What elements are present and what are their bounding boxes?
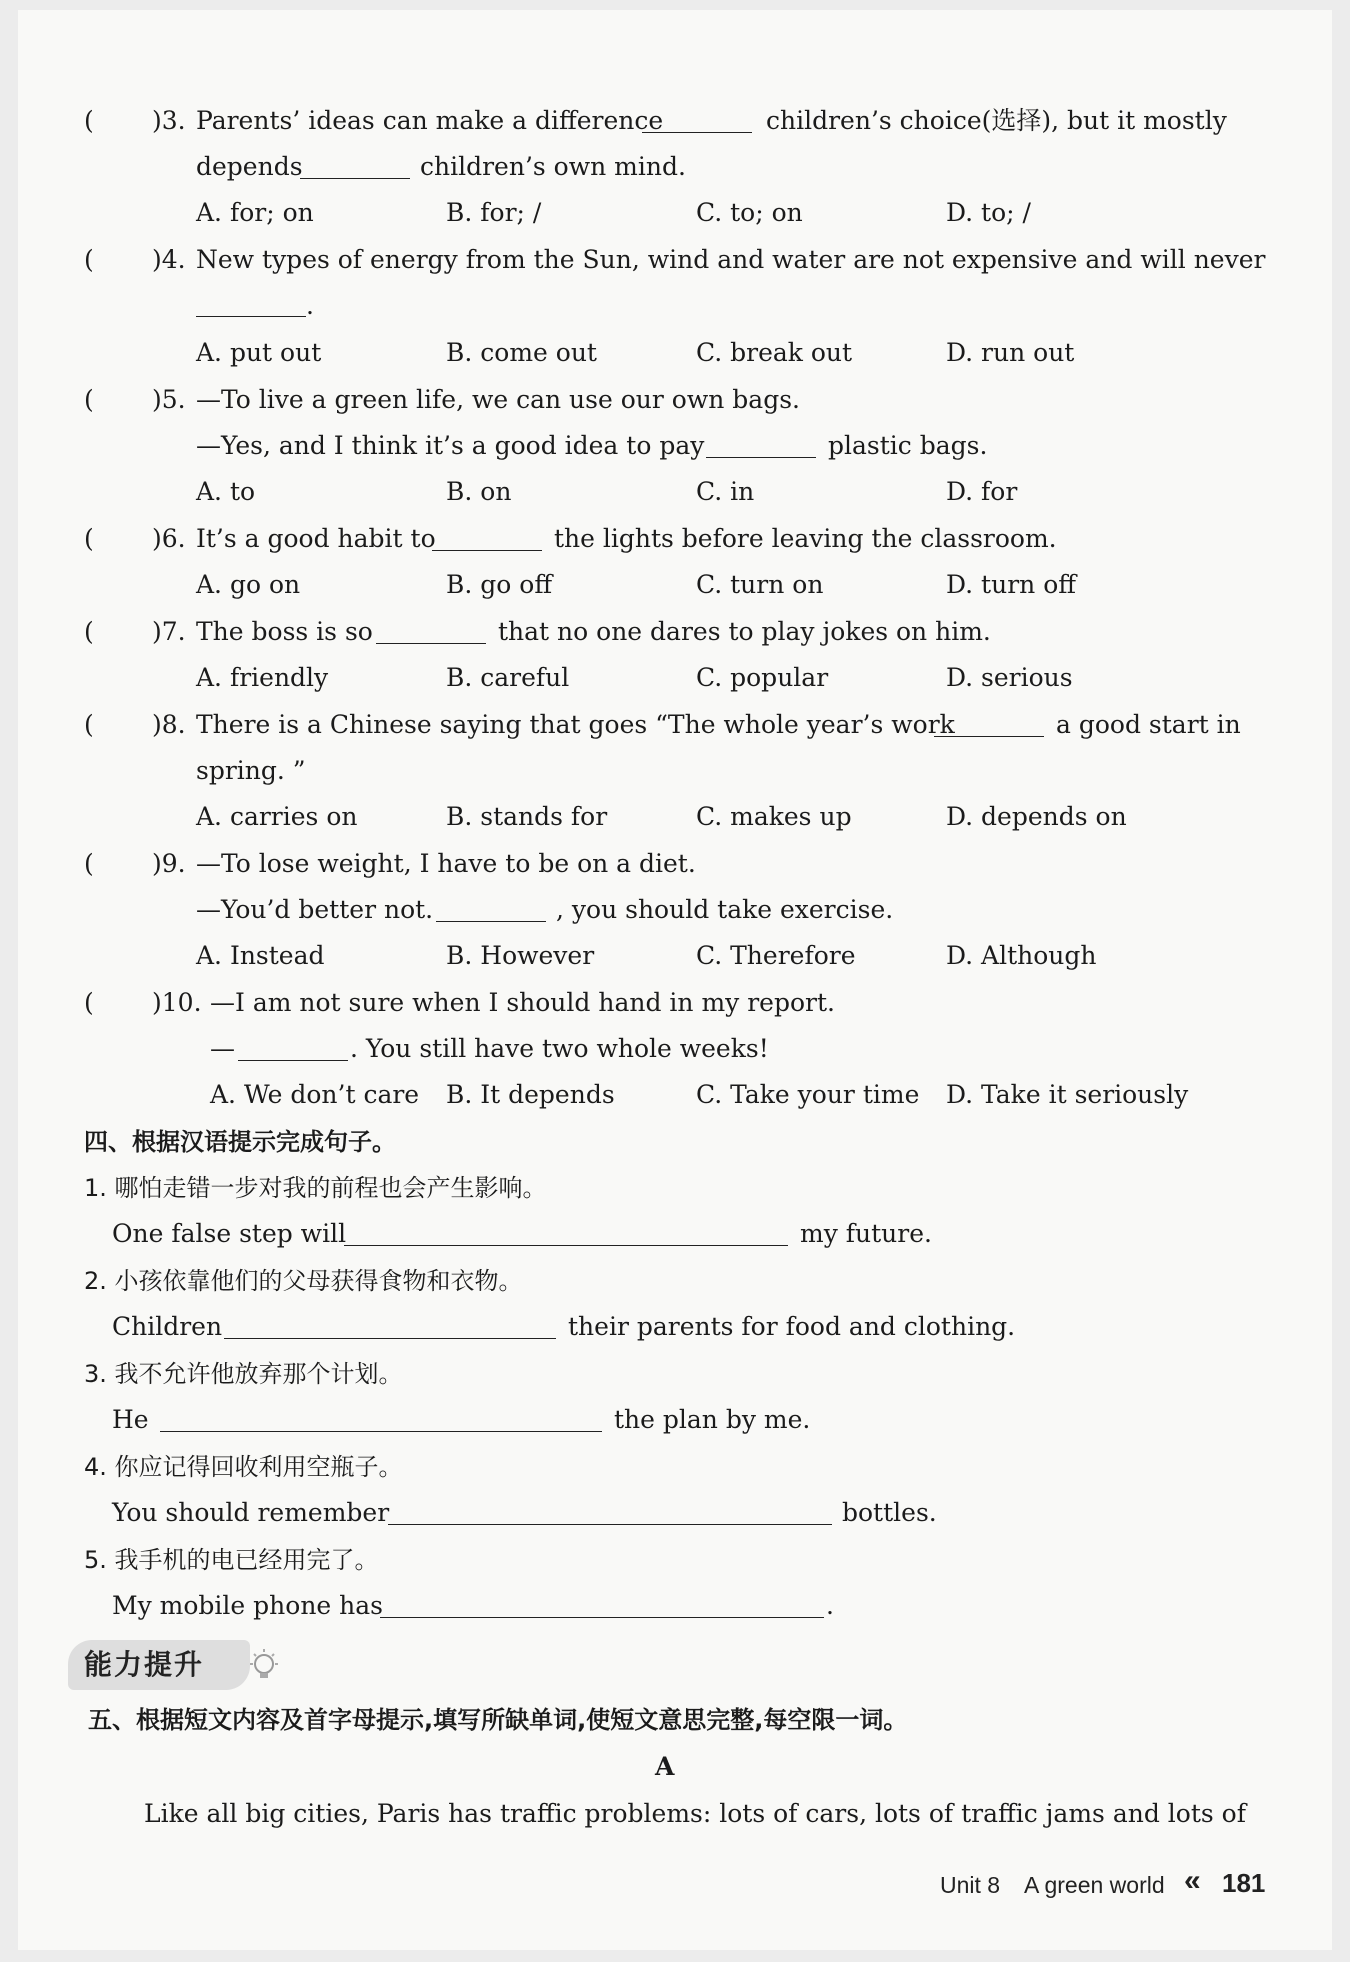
question-number: )4. [152, 245, 186, 274]
question-text: spring. ” [196, 756, 306, 785]
chinese-prompt: 1. 哪怕走错一步对我的前程也会产生影响。 [84, 1174, 547, 1202]
option-a: A. Instead [196, 941, 325, 970]
option-b: B. It depends [446, 1080, 615, 1109]
sentence-start: Children [112, 1312, 223, 1341]
question-text: —I am not sure when I should hand in my report. [210, 988, 835, 1017]
question-text: —You’d better not. [196, 895, 434, 924]
option-a: A. for; on [196, 198, 314, 227]
answer-paren: ( [84, 849, 94, 878]
answer-paren: ( [84, 245, 94, 274]
section-title: 五、根据短文内容及首字母提示,填写所缺单词,使短文意思完整,每空限一词。 [88, 1706, 908, 1734]
sentence-end: . [826, 1591, 834, 1620]
question-text: children’s own mind. [420, 152, 686, 181]
sentence-start: One false step will [112, 1219, 347, 1248]
unit-title: A green world [1024, 1872, 1165, 1898]
answer-paren: ( [84, 385, 94, 414]
sentence-start: My mobile phone has [112, 1591, 383, 1620]
question-number: )10. [152, 988, 202, 1017]
answer-blank[interactable] [388, 1498, 832, 1525]
question-text: , you should take exercise. [556, 895, 894, 924]
answer-blank[interactable] [376, 617, 486, 644]
question-text: . [306, 291, 314, 320]
question-text: —To lose weight, I have to be on a diet. [196, 849, 696, 878]
question-text: The boss is so [196, 617, 373, 646]
option-a: A. go on [196, 570, 301, 599]
lightbulb-icon [244, 1646, 284, 1686]
option-d: D. Take it seriously [946, 1080, 1189, 1109]
answer-blank[interactable] [706, 431, 816, 458]
question-text: —Yes, and I think it’s a good idea to pay [196, 431, 705, 460]
option-d: D. for [946, 477, 1018, 506]
sentence-start: You should remember [112, 1498, 390, 1527]
answer-blank[interactable] [642, 106, 752, 133]
chevron-left-icon: « [1184, 1864, 1201, 1897]
chinese-prompt: 4. 你应记得回收利用空瓶子。 [84, 1453, 403, 1481]
answer-blank[interactable] [380, 1591, 824, 1618]
option-d: D. to; / [946, 198, 1031, 227]
option-d: D. run out [946, 338, 1075, 367]
ability-badge-label: 能力提升 [84, 1648, 205, 1681]
option-d: D. Although [946, 941, 1097, 970]
option-c: C. Take your time [696, 1080, 920, 1109]
answer-blank[interactable] [160, 1405, 602, 1432]
question-number: )3. [152, 106, 186, 135]
option-b: B. careful [446, 663, 570, 692]
question-number: )8. [152, 710, 186, 739]
option-a: A. We don’t care [210, 1080, 420, 1109]
answer-paren: ( [84, 710, 94, 739]
answer-paren: ( [84, 106, 94, 135]
passage-label: A [655, 1752, 675, 1781]
option-a: A. friendly [196, 663, 329, 692]
question-text: children’s choice(选择), but it mostly [766, 106, 1227, 135]
option-a: A. carries on [196, 802, 358, 831]
section-title: 四、根据汉语提示完成句子。 [84, 1128, 396, 1156]
question-text: — [210, 1034, 235, 1063]
answer-blank[interactable] [300, 152, 410, 179]
sentence-end: the plan by me. [614, 1405, 811, 1434]
option-d: D. serious [946, 663, 1073, 692]
option-c: C. break out [696, 338, 853, 367]
passage-text: Like all big cities, Paris has traffic problems: lots of cars, lots of traffic jams and lots of [144, 1799, 1246, 1828]
question-text: the lights before leaving the classroom. [554, 524, 1057, 553]
answer-blank[interactable] [224, 1312, 556, 1339]
question-number: )6. [152, 524, 186, 553]
chinese-prompt: 3. 我不允许他放弃那个计划。 [84, 1360, 403, 1388]
sentence-start: He [112, 1405, 149, 1434]
question-number: )9. [152, 849, 186, 878]
question-text: that no one dares to play jokes on him. [498, 617, 991, 646]
answer-blank[interactable] [432, 524, 542, 551]
option-b: B. go off [446, 570, 553, 599]
chinese-prompt: 5. 我手机的电已经用完了。 [84, 1546, 379, 1574]
question-text: It’s a good habit to [196, 524, 436, 553]
option-c: C. turn on [696, 570, 824, 599]
option-c: C. in [696, 477, 755, 506]
option-b: B. stands for [446, 802, 608, 831]
question-text: Parents’ ideas can make a difference [196, 106, 664, 135]
option-a: A. to [196, 477, 256, 506]
question-number: )5. [152, 385, 186, 414]
question-text: a good start in [1056, 710, 1241, 739]
page-number: 181 [1222, 1868, 1266, 1898]
option-b: B. for; / [446, 198, 542, 227]
question-number: )7. [152, 617, 186, 646]
answer-paren: ( [84, 988, 94, 1017]
chinese-prompt: 2. 小孩依靠他们的父母获得食物和衣物。 [84, 1267, 523, 1295]
option-d: D. depends on [946, 802, 1127, 831]
answer-blank[interactable] [238, 1034, 348, 1061]
answer-blank[interactable] [344, 1219, 788, 1246]
option-d: D. turn off [946, 570, 1077, 599]
answer-paren: ( [84, 524, 94, 553]
option-c: C. to; on [696, 198, 803, 227]
answer-blank[interactable] [934, 710, 1044, 737]
option-c: C. makes up [696, 802, 852, 831]
sentence-end: their parents for food and clothing. [568, 1312, 1016, 1341]
question-text: depends [196, 152, 303, 181]
question-text: New types of energy from the Sun, wind and water are not expensive and will never [196, 245, 1266, 274]
option-b: B. come out [446, 338, 597, 367]
question-text: plastic bags. [828, 431, 988, 460]
question-text: —To live a green life, we can use our own bags. [196, 385, 800, 414]
option-b: B. However [446, 941, 595, 970]
option-c: C. Therefore [696, 941, 856, 970]
answer-blank[interactable] [436, 895, 546, 922]
unit-label: Unit 8 [940, 1872, 1001, 1898]
option-c: C. popular [696, 663, 829, 692]
option-b: B. on [446, 477, 512, 506]
sentence-end: bottles. [842, 1498, 937, 1527]
question-text: There is a Chinese saying that goes “The whole year’s work [196, 710, 955, 739]
answer-blank[interactable] [196, 290, 306, 317]
sentence-end: my future. [800, 1219, 932, 1248]
option-a: A. put out [196, 338, 322, 367]
answer-paren: ( [84, 617, 94, 646]
question-text: . You still have two whole weeks! [350, 1034, 769, 1063]
